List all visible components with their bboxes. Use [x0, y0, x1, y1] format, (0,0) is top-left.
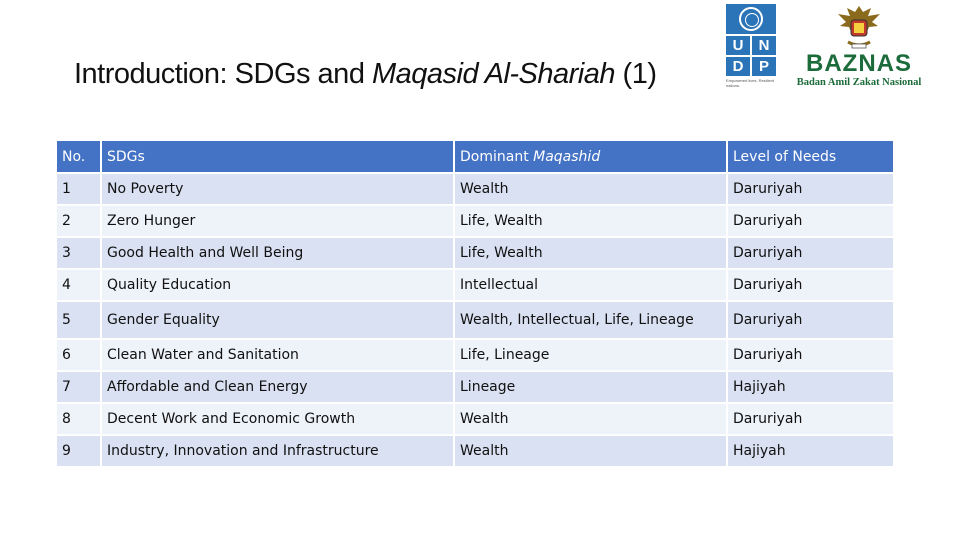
cell-needs: Hajiyah	[728, 436, 893, 466]
cell-maqashid: Life, Wealth	[455, 238, 726, 268]
cell-no: 8	[57, 404, 100, 434]
cell-sdg: Quality Education	[102, 270, 453, 300]
title-prefix: Introduction: SDGs and	[74, 58, 372, 90]
header-no: No.	[57, 141, 100, 172]
cell-needs: Hajiyah	[728, 372, 893, 402]
baznas-logo	[786, 2, 932, 88]
cell-no: 9	[57, 436, 100, 466]
cell-sdg: Decent Work and Economic Growth	[102, 404, 453, 434]
cell-maqashid: Life, Wealth	[455, 206, 726, 236]
garuda-emblem-icon	[836, 2, 882, 52]
cell-maqashid: Wealth	[455, 404, 726, 434]
cell-maqashid: Life, Lineage	[455, 340, 726, 370]
table-row	[57, 372, 893, 402]
cell-maqashid: Wealth	[455, 174, 726, 204]
cell-sdg: Gender Equality	[102, 302, 453, 338]
table-row	[57, 302, 893, 338]
cell-needs: Daruriyah	[728, 206, 893, 236]
header-maqashid-italic: Maqashid	[533, 148, 601, 165]
cell-no: 7	[57, 372, 100, 402]
header-maqashid	[455, 141, 726, 172]
cell-needs: Daruriyah	[728, 238, 893, 268]
cell-sdg: Good Health and Well Being	[102, 238, 453, 268]
cell-needs: Daruriyah	[728, 404, 893, 434]
cell-no: 2	[57, 206, 100, 236]
undp-letter: N	[752, 36, 776, 55]
undp-logo	[726, 4, 776, 88]
table-row	[57, 206, 893, 236]
title-italic: Maqasid Al-Shariah	[372, 58, 615, 90]
table-header-row	[57, 141, 893, 172]
table-row	[57, 404, 893, 434]
cell-no: 3	[57, 238, 100, 268]
cell-needs: Daruriyah	[728, 174, 893, 204]
un-globe-icon	[726, 4, 776, 34]
table-row	[57, 270, 893, 300]
table-row	[57, 238, 893, 268]
cell-sdg: Zero Hunger	[102, 206, 453, 236]
cell-no: 6	[57, 340, 100, 370]
cell-maqashid: Wealth	[455, 436, 726, 466]
title-suffix: (1)	[615, 58, 657, 90]
table-row	[57, 340, 893, 370]
header-needs: Level of Needs	[728, 141, 893, 172]
cell-sdg: No Poverty	[102, 174, 453, 204]
cell-no: 4	[57, 270, 100, 300]
undp-letter: P	[752, 57, 776, 76]
cell-needs: Daruriyah	[728, 340, 893, 370]
cell-sdg: Affordable and Clean Energy	[102, 372, 453, 402]
header-maqashid-prefix: Dominant	[460, 148, 534, 165]
baznas-name: BAZNAS	[806, 50, 912, 77]
cell-maqashid: Lineage	[455, 372, 726, 402]
sdgs-table	[55, 139, 895, 468]
slide-title	[74, 58, 657, 91]
cell-no: 5	[57, 302, 100, 338]
cell-maqashid: Wealth, Intellectual, Life, Lineage	[455, 302, 726, 338]
undp-letter: D	[726, 57, 750, 76]
cell-needs: Daruriyah	[728, 270, 893, 300]
cell-sdg: Industry, Innovation and Infrastructure	[102, 436, 453, 466]
cell-no: 1	[57, 174, 100, 204]
undp-letter: U	[726, 36, 750, 55]
header-sdgs: SDGs	[102, 141, 453, 172]
undp-caption: Empowered lives. Resilient nations.	[726, 78, 775, 88]
table-row	[57, 174, 893, 204]
undp-letters	[726, 36, 776, 76]
cell-sdg: Clean Water and Sanitation	[102, 340, 453, 370]
table-row	[57, 436, 893, 466]
cell-maqashid: Intellectual	[455, 270, 726, 300]
baznas-subtitle: Badan Amil Zakat Nasional	[796, 77, 922, 88]
cell-needs: Daruriyah	[728, 302, 893, 338]
